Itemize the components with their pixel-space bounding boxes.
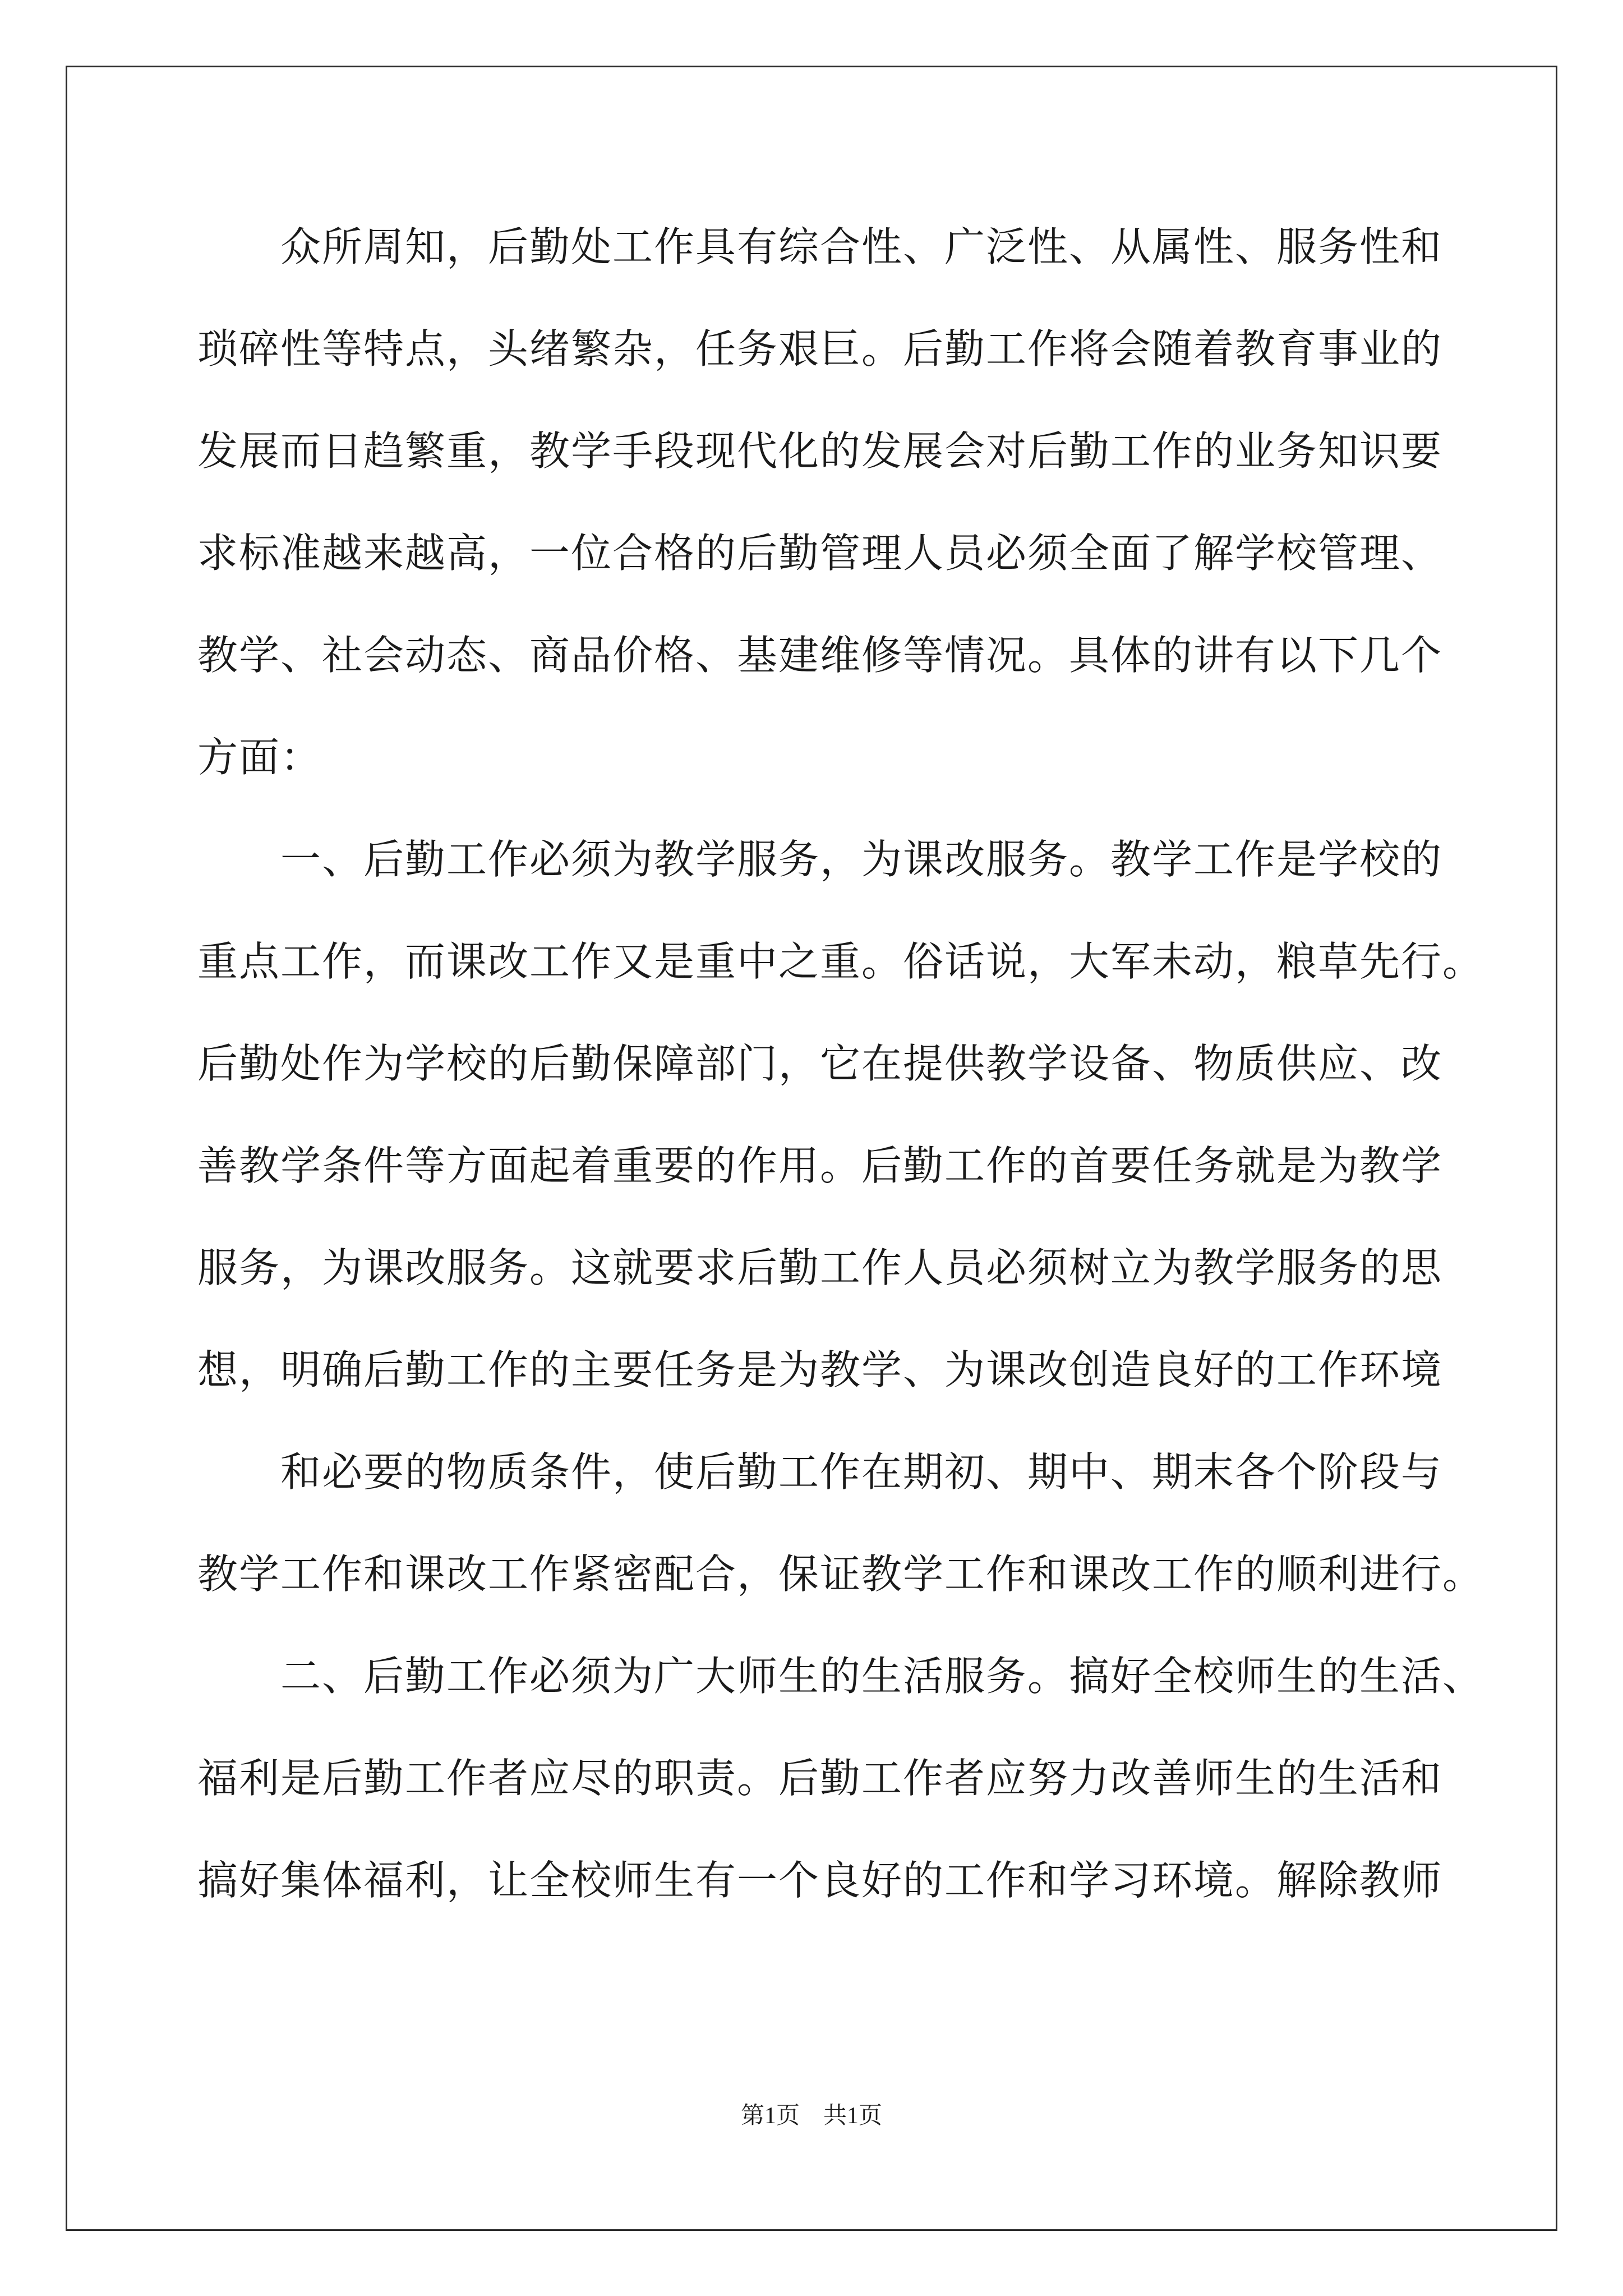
text-line: 求标准越来越高，一位合格的后勤管理人员必须全面了解学校管理、 xyxy=(197,530,1443,577)
text-line: 教学工作和课改工作紧密配合，保证教学工作和课改工作的顺利进行。 xyxy=(197,1550,1484,1598)
text-line: 方面： xyxy=(197,734,322,781)
text-line: 和必要的物质条件，使后勤工作在期初、期中、期末各个阶段与 xyxy=(280,1448,1443,1496)
text-line: 福利是后勤工作者应尽的职责。后勤工作者应努力改善师生的生活和 xyxy=(197,1755,1443,1802)
document-body xyxy=(197,216,1484,1952)
text-line: 想，明确后勤工作的主要任务是为教学、为课改创造良好的工作环境 xyxy=(197,1346,1443,1393)
text-line: 搞好集体福利，让全校师生有一个良好的工作和学习环境。解除教师 xyxy=(197,1857,1443,1904)
text-line: 教学、社会动态、商品价格、基建维修等情况。具体的讲有以下几个 xyxy=(197,632,1443,679)
page-number: 第1页 共1页 xyxy=(740,2103,882,2129)
text-line: 善教学条件等方面起着重要的作用。后勤工作的首要任务就是为教学 xyxy=(197,1142,1443,1189)
text-line: 众所周知，后勤处工作具有综合性、广泛性、从属性、服务性和 xyxy=(280,223,1443,270)
text-line: 后勤处作为学校的后勤保障部门，它在提供教学设备、物质供应、改 xyxy=(197,1040,1443,1087)
text-line: 琐碎性等特点，头绪繁杂，任务艰巨。后勤工作将会随着教育事业的 xyxy=(197,325,1443,372)
text-line: 一、后勤工作必须为教学服务，为课改服务。教学工作是学校的 xyxy=(280,836,1443,883)
text-line: 二、后勤工作必须为广大师生的生活服务。搞好全校师生的生活、 xyxy=(280,1653,1484,1700)
text-line: 重点工作，而课改工作又是重中之重。俗话说，大军未动，粮草先行。 xyxy=(197,938,1484,985)
text-line: 服务，为课改服务。这就要求后勤工作人员必须树立为教学服务的思 xyxy=(197,1244,1443,1291)
text-line: 发展而日趋繁重，教学手段现代化的发展会对后勤工作的业务知识要 xyxy=(197,427,1443,475)
